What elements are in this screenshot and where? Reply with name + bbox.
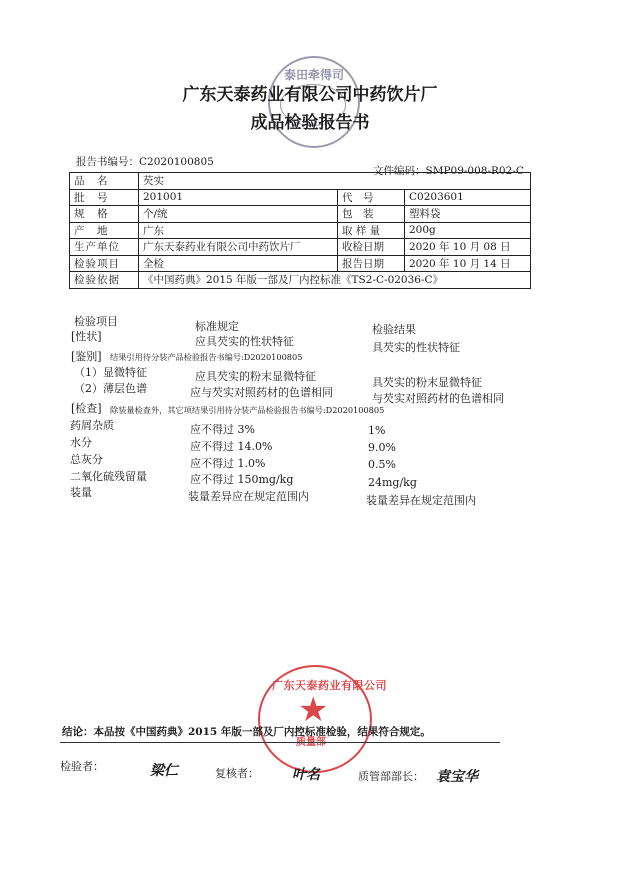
basis-label: 检验依据 xyxy=(70,272,139,289)
file-number-label: 文件编码： xyxy=(373,165,426,177)
impurity-item: 药屑杂质 xyxy=(70,419,114,432)
col-item-header: 检验项目 xyxy=(74,315,118,328)
so2-item: 二氧化硫残留量 xyxy=(70,470,147,483)
recv-date-label: 收检日期 xyxy=(338,239,405,256)
xingzhuang-label: [性状] xyxy=(71,330,102,343)
document-title: 成品检验报告书 xyxy=(250,113,370,133)
jianbie-note: 结果引用待分装产品检验报告书编号:D2020100805 xyxy=(110,352,303,362)
code-value: C0203601 xyxy=(405,189,531,206)
reviewer-label: 复核者： xyxy=(215,767,259,780)
pack-value: 塑料袋 xyxy=(405,206,531,223)
company-seal-text: 广东天泰药业有限公司 xyxy=(272,679,387,692)
top-seal-text: 泰田牵得司 xyxy=(284,68,345,82)
info-table xyxy=(69,172,531,289)
item-label: 检验项目 xyxy=(70,255,139,272)
name-value: 芡实 xyxy=(139,173,531,190)
batch-label: 批 号 xyxy=(70,189,139,206)
pack-label: 包 装 xyxy=(338,206,405,223)
jiancha-note: 除装量检查外，其它项结果引用待分装产品检验报告书编号:D2020100805 xyxy=(110,405,385,415)
xingzhuang-standard: 应具芡实的性状特征 xyxy=(195,335,294,348)
spec-label: 规 格 xyxy=(70,206,139,223)
recv-date-value: 2020 年 10 月 08 日 xyxy=(405,239,531,256)
conclusion: 结论：本品按《中国药典》2015 年版一部及厂内控标准检验，结果符合规定。 xyxy=(62,726,431,738)
ash-item: 总灰分 xyxy=(70,453,103,466)
info-row-name xyxy=(70,173,531,190)
report-date-value: 2020 年 10 月 14 日 xyxy=(405,255,531,272)
tlc-result: 与芡实对照药材的色谱相同 xyxy=(372,392,504,405)
company-title: 广东天泰药业有限公司中药饮片厂 xyxy=(182,85,438,105)
so2-standard: 应不得过 150mg/kg xyxy=(190,473,294,486)
report-number-label: 报告书编号： xyxy=(76,156,139,168)
info-row-item xyxy=(70,255,531,272)
origin-value: 广东 xyxy=(139,222,338,239)
name-label: 品 名 xyxy=(70,173,139,190)
sample-value: 200g xyxy=(405,222,531,239)
batch-value: 201001 xyxy=(139,189,338,206)
company-seal xyxy=(258,665,387,773)
info-row-spec xyxy=(70,206,531,223)
impurity-standard: 应不得过 3% xyxy=(190,423,255,436)
tlc-label: （2）薄层色谱 xyxy=(74,382,147,395)
report-number-value: C2020100805 xyxy=(139,156,214,168)
item-value: 全检 xyxy=(139,255,338,272)
fill-standard: 装量差异应在规定范围内 xyxy=(188,490,309,503)
producer-label: 生产单位 xyxy=(70,239,139,256)
so2-result: 24mg/kg xyxy=(368,476,417,489)
impurity-result: 1% xyxy=(368,424,386,437)
info-row-batch xyxy=(70,189,531,206)
spec-value: 个/统 xyxy=(139,206,338,223)
ash-result: 0.5% xyxy=(368,458,396,471)
report-date-label: 报告日期 xyxy=(338,255,405,272)
fill-item: 装量 xyxy=(70,486,92,499)
micro-label: （1）显微特征 xyxy=(74,366,147,379)
micro-standard: 应具芡实的粉末显微特征 xyxy=(195,370,316,383)
inspector-label: 检验者： xyxy=(60,760,104,773)
moisture-item: 水分 xyxy=(70,436,92,449)
moisture-result: 9.0% xyxy=(368,441,396,454)
info-row-origin xyxy=(70,222,531,239)
sample-label: 取 样 量 xyxy=(338,222,405,239)
producer-value: 广东天泰药业有限公司中药饮片厂 xyxy=(139,239,338,256)
jianbie-label: [鉴别] xyxy=(71,350,102,363)
ash-standard: 应不得过 1.0% xyxy=(190,457,266,470)
info-row-producer xyxy=(70,239,531,256)
info-row-basis xyxy=(70,272,531,289)
moisture-standard: 应不得过 14.0% xyxy=(190,440,273,453)
col-standard-header: 标准规定 xyxy=(195,320,239,333)
star-icon: ★ xyxy=(298,690,329,730)
micro-result: 具芡实的粉末显微特征 xyxy=(372,376,482,389)
qa-signature: 袁宝华 xyxy=(436,769,478,785)
reviewer-signature: 叶名 xyxy=(292,767,320,783)
conclusion-underline xyxy=(60,742,500,743)
tlc-standard: 应与芡实对照药材的色谱相同 xyxy=(190,386,333,399)
company-seal-sub: 质量部 xyxy=(296,737,326,748)
basis-value: 《中国药典》2015 年版一部及厂内控标准《TS2-C-02036-C》 xyxy=(139,272,531,289)
file-number-value: SMP09-008-R02-C xyxy=(425,165,524,177)
col-result-header: 检验结果 xyxy=(372,323,416,336)
xingzhuang-result: 具芡实的性状特征 xyxy=(372,341,460,354)
report-number xyxy=(76,154,214,169)
fill-result: 装量差异在规定范围内 xyxy=(366,494,476,507)
qa-label: 质管部部长： xyxy=(358,770,424,783)
jiancha-label: [检查] xyxy=(71,402,102,415)
origin-label: 产 地 xyxy=(70,222,139,239)
code-label: 代 号 xyxy=(338,189,405,206)
inspector-signature: 梁仁 xyxy=(150,763,178,779)
